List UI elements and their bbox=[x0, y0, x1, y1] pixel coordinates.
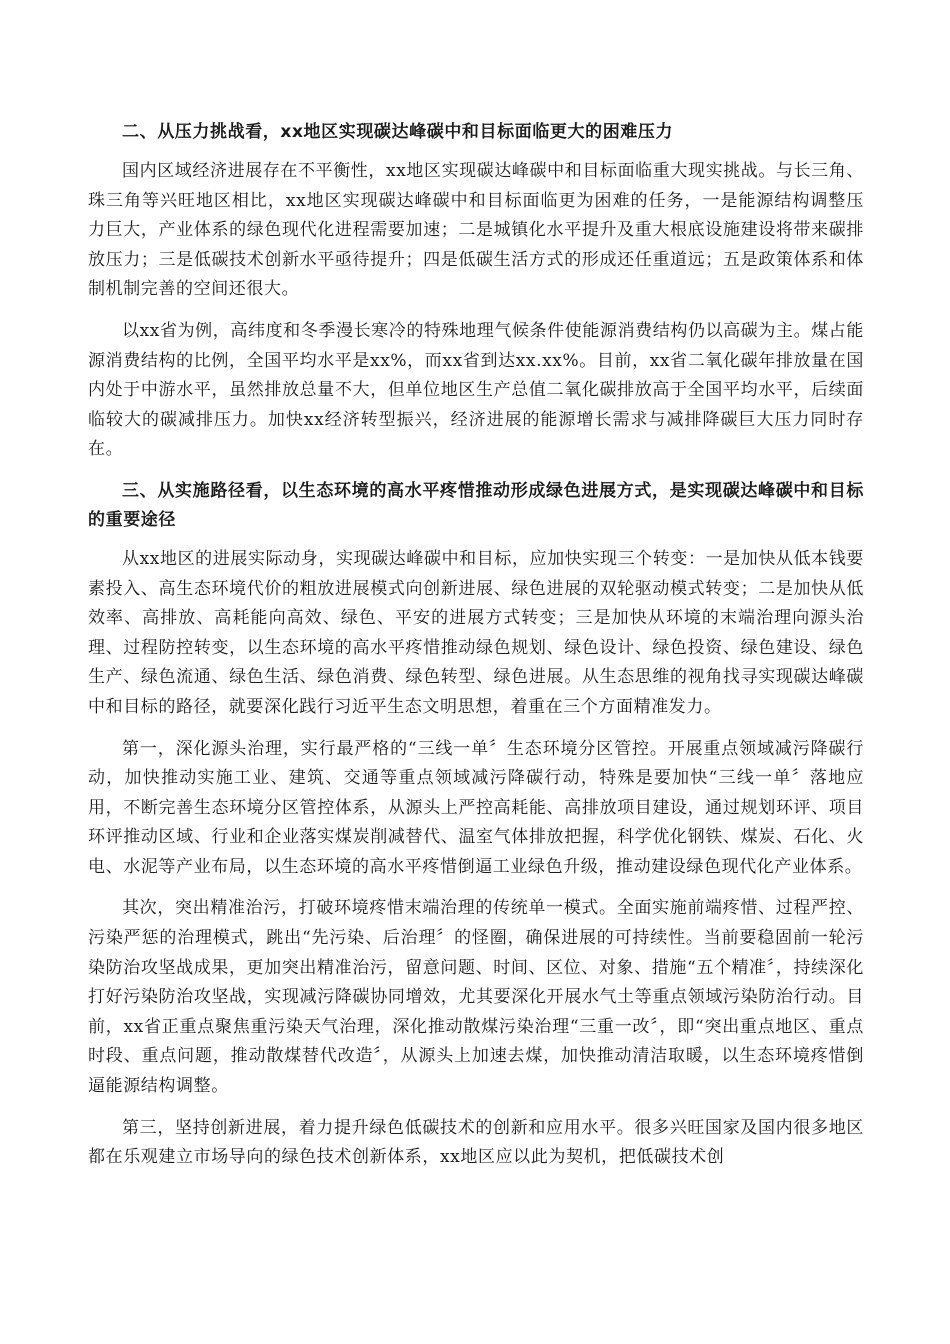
body-paragraph: 以xx省为例，高纬度和冬季漫长寒冷的特殊地理气候条件使能源消费结构仍以高碳为主。煤占能源消费结构的比例，全国平均水平是xx%，而xx省到达xx.xx%。目前，xx省二氧化碳年排放量在国内处于中游水平，虽然排放总量不大，但单位地区生产总值二氧化碳排放高于全国平均水平，后续面临较大的碳减排压力。加快xx经济转型振兴，经济进展的能源增长需求与减排降碳巨大压力同时存在。 bbox=[88, 320, 864, 460]
section-heading: 三、从实施路径看，以生态环境的高水平疼惜推动形成绿色进展方式，是实现碳达峰碳中和目标的重要途径 bbox=[88, 480, 864, 530]
body-paragraph: 国内区域经济进展存在不平衡性，xx地区实现碳达峰碳中和目标面临重大现实挑战。与长三角、珠三角等兴旺地区相比，xx地区实现碳达峰碳中和目标面临更为困难的任务，一是能源结构调整压力巨大，产业体系的绿色现代化进程需要加速；二是城镇化水平提升及重大根底设施建设将带来碳排放压力；三是低碳技术创新水平亟待提升；四是低碳生活方式的形成还任重道远；五是政策体系和体制机制完善的空间还很大。 bbox=[88, 161, 864, 300]
document-page bbox=[88, 118, 864, 1185]
body-paragraph: 其次，突出精准治污，打破环境疼惜末端治理的传统单一模式。全面实施前端疼惜、过程严控、污染严惩的治理模式，跳出“先污染、后治理〞的怪圈，确保进展的可持续性。当前要稳固前一轮污染防治攻坚战成果，更加突出精准治污，留意问题、时间、区位、对象、措施“五个精准〞，持续深化打好污染防治攻坚战，实现减污降碳协同增效，尤其要深化开展水气土等重点领域污染防治行动。目前，xx省正重点聚焦重污染天气治理，深化推动散煤污染治理“三重一改〞，即“突出重点地区、重点时段、重点问题，推动散煤替代改造〞，从源头上加速去煤，加快推动清洁取暖，以生态环境疼惜倒逼能源结构调整。 bbox=[88, 898, 864, 1097]
body-paragraph: 从xx地区的进展实际动身，实现碳达峰碳中和目标，应加快实现三个转变：一是加快从低本钱要素投入、高生态环境代价的粗放进展模式向创新进展、绿色进展的双轮驱动模式转变；二是加快从低效率、高排放、高耗能向高效、绿色、平安的进展方式转变；三是加快从环境的末端治理向源头治理、过程防控转变，以生态环境的高水平疼惜推动绿色规划、绿色设计、绿色投资、绿色建设、绿色生产、绿色流通、绿色生活、绿色消费、绿色转型、绿色进展。从生态思维的视角找寻实现碳达峰碳中和目标的路径，就要深化践行习近平生态文明思想，着重在三个方面精准发力。 bbox=[88, 548, 864, 717]
section-heading: 二、从压力挑战看，xx地区实现碳达峰碳中和目标面临更大的困难压力 bbox=[122, 122, 674, 142]
body-paragraph: 第三，坚持创新进展，着力提升绿色低碳技术的创新和应用水平。很多兴旺国家及国内很多地区都在乐观建立市场导向的绿色技术创新体系，xx地区应以此为契机，把低碳技术创 bbox=[88, 1117, 864, 1168]
body-paragraph: 第一，深化源头治理，实行最严格的“三线一单〞生态环境分区管控。开展重点领域减污降碳行动，加快推动实施工业、建筑、交通等重点领域减污降碳行动，特殊是要加快“三线一单〞落地应用，不断完善生态环境分区管控体系，从源头上严控高耗能、高排放项目建设，通过规划环评、项目环评推动区域、行业和企业落实煤炭削减替代、温室气体排放把握，科学优化钢铁、煤炭、石化、火电、水泥等产业布局，以生态环境的高水平疼惜倒逼工业绿色升级，推动建设绿色现代化产业体系。 bbox=[88, 738, 864, 877]
